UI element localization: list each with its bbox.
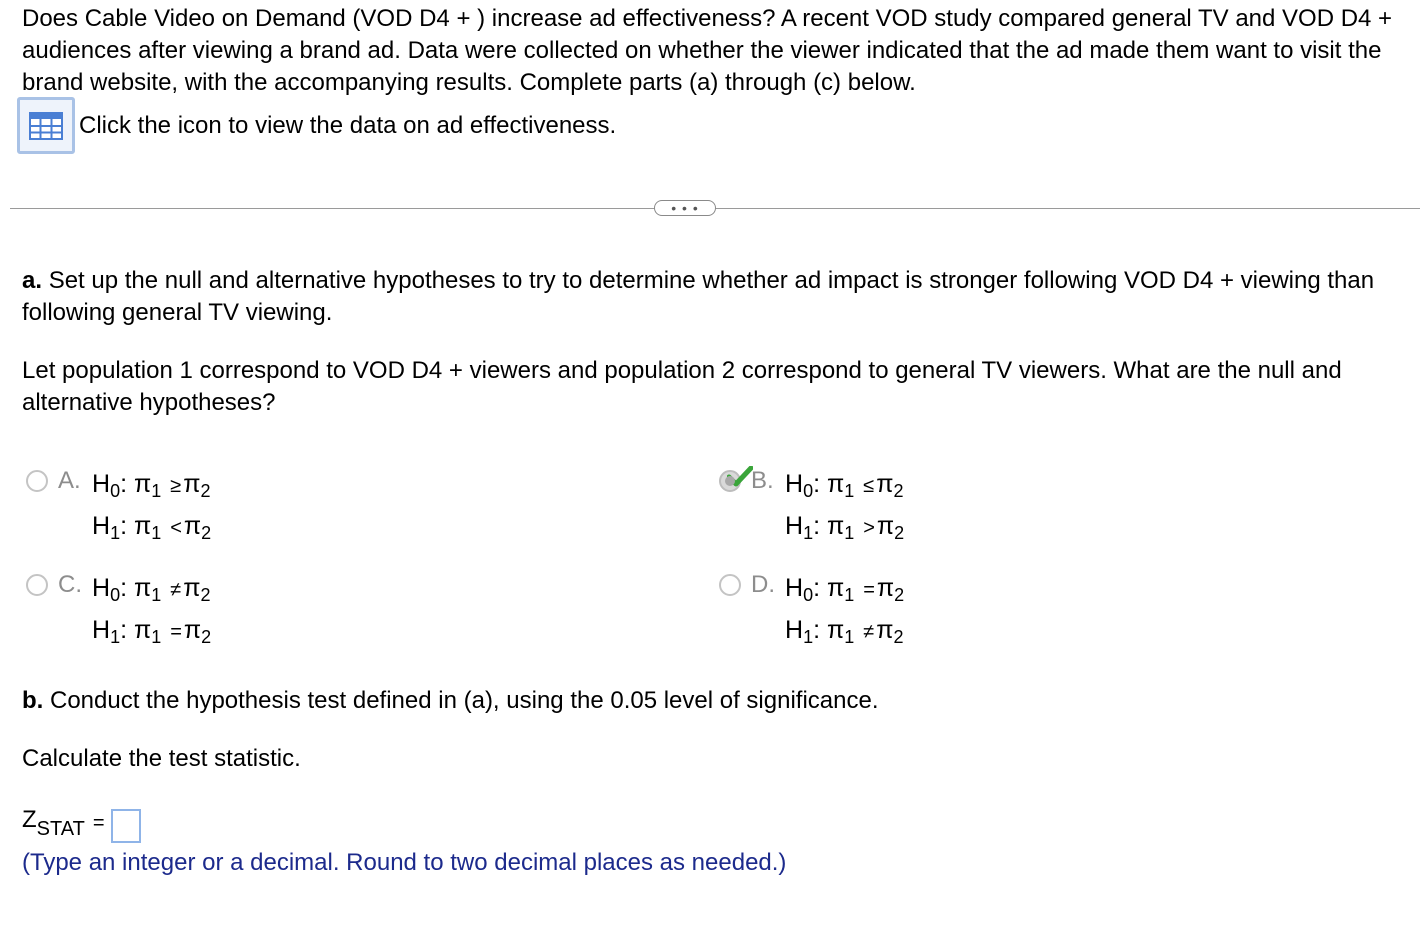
expand-more-button[interactable]: • • • xyxy=(654,200,716,216)
table-grid-icon[interactable] xyxy=(17,97,75,154)
option-a-h1: $H_1$: $\pi_1 <\pi_2$ xyxy=(92,512,212,543)
zstat-row xyxy=(22,806,141,843)
option-d[interactable] xyxy=(719,568,904,652)
part-a-prompt: Let population 1 correspond to VOD D4 + viewers and population 2 correspond to general TV viewers. What are the null and alternative hypotheses? xyxy=(22,357,1342,416)
option-a-radio[interactable] xyxy=(26,470,48,492)
option-b-hypotheses xyxy=(785,464,904,548)
option-b-h1: $H_1$: $\pi_1 >\pi_2$ xyxy=(785,512,905,543)
answer-instruction: (Type an integer or a decimal. Round to two decimal places as needed.) xyxy=(22,849,787,876)
part-b-text: Conduct the hypothesis test defined in (a), using the 0.05 level of significance. xyxy=(50,687,879,714)
option-d-letter: D. xyxy=(751,571,775,598)
part-a-statement xyxy=(22,265,1407,329)
option-c-radio[interactable] xyxy=(26,574,48,596)
option-b-letter: B. xyxy=(751,467,774,494)
option-a-letter: A. xyxy=(58,467,81,494)
option-b-h0: $H_0$: $\pi_1 \le\pi_2$ xyxy=(785,470,904,501)
correct-check-icon xyxy=(727,466,753,488)
part-b-prompt: Calculate the test statistic. xyxy=(22,745,301,772)
zstat-subscript: STAT xyxy=(36,818,85,840)
view-data-link-text[interactable]: Click the icon to view the data on ad effectiveness. xyxy=(79,111,617,139)
option-c-h1: $H_1$: $\pi_1 =\pi_2$ xyxy=(92,616,212,647)
zstat-z: Z xyxy=(22,806,37,833)
question-intro: Does Cable Video on Demand (VOD D4 + ) increase ad effectiveness? A recent VOD study compared general TV and VOD D4 + audiences after viewing a brand ad. Data were collected on whether the viewer indicated that the ad made them want to visit the brand website, with the accompanying results. Complete parts (a) through (c) below. xyxy=(22,5,1393,96)
part-b-statement xyxy=(22,685,1407,717)
option-d-h1: $H_1$: $\pi_1 \ne\pi_2$ xyxy=(785,616,904,647)
option-b-radio[interactable] xyxy=(719,470,741,492)
option-c-letter: C. xyxy=(58,571,82,598)
option-c[interactable] xyxy=(26,568,211,652)
part-b-label: b. xyxy=(22,687,44,714)
option-a-hypotheses xyxy=(92,464,211,548)
option-a-h0: $H_0$: $\pi_1 \ge\pi_2$ xyxy=(92,470,211,501)
part-a-text: Set up the null and alternative hypotheses to try to determine whether ad impact is stronger following VOD D4 + viewing than following general TV viewing. xyxy=(22,267,1375,326)
part-a-label: a. xyxy=(22,267,43,294)
option-d-h0: $H_0$: $\pi_1 =\pi_2$ xyxy=(785,574,905,605)
option-c-h0: $H_0$: $\pi_1 \ne\pi_2$ xyxy=(92,574,211,605)
option-c-hypotheses xyxy=(92,568,211,652)
option-b[interactable] xyxy=(719,464,904,548)
zstat-equals: = xyxy=(92,812,105,834)
option-d-hypotheses xyxy=(785,568,904,652)
zstat-answer-input[interactable] xyxy=(111,809,141,843)
option-a[interactable] xyxy=(26,464,211,548)
view-data-link[interactable] xyxy=(17,97,616,154)
option-d-radio[interactable] xyxy=(719,574,741,596)
